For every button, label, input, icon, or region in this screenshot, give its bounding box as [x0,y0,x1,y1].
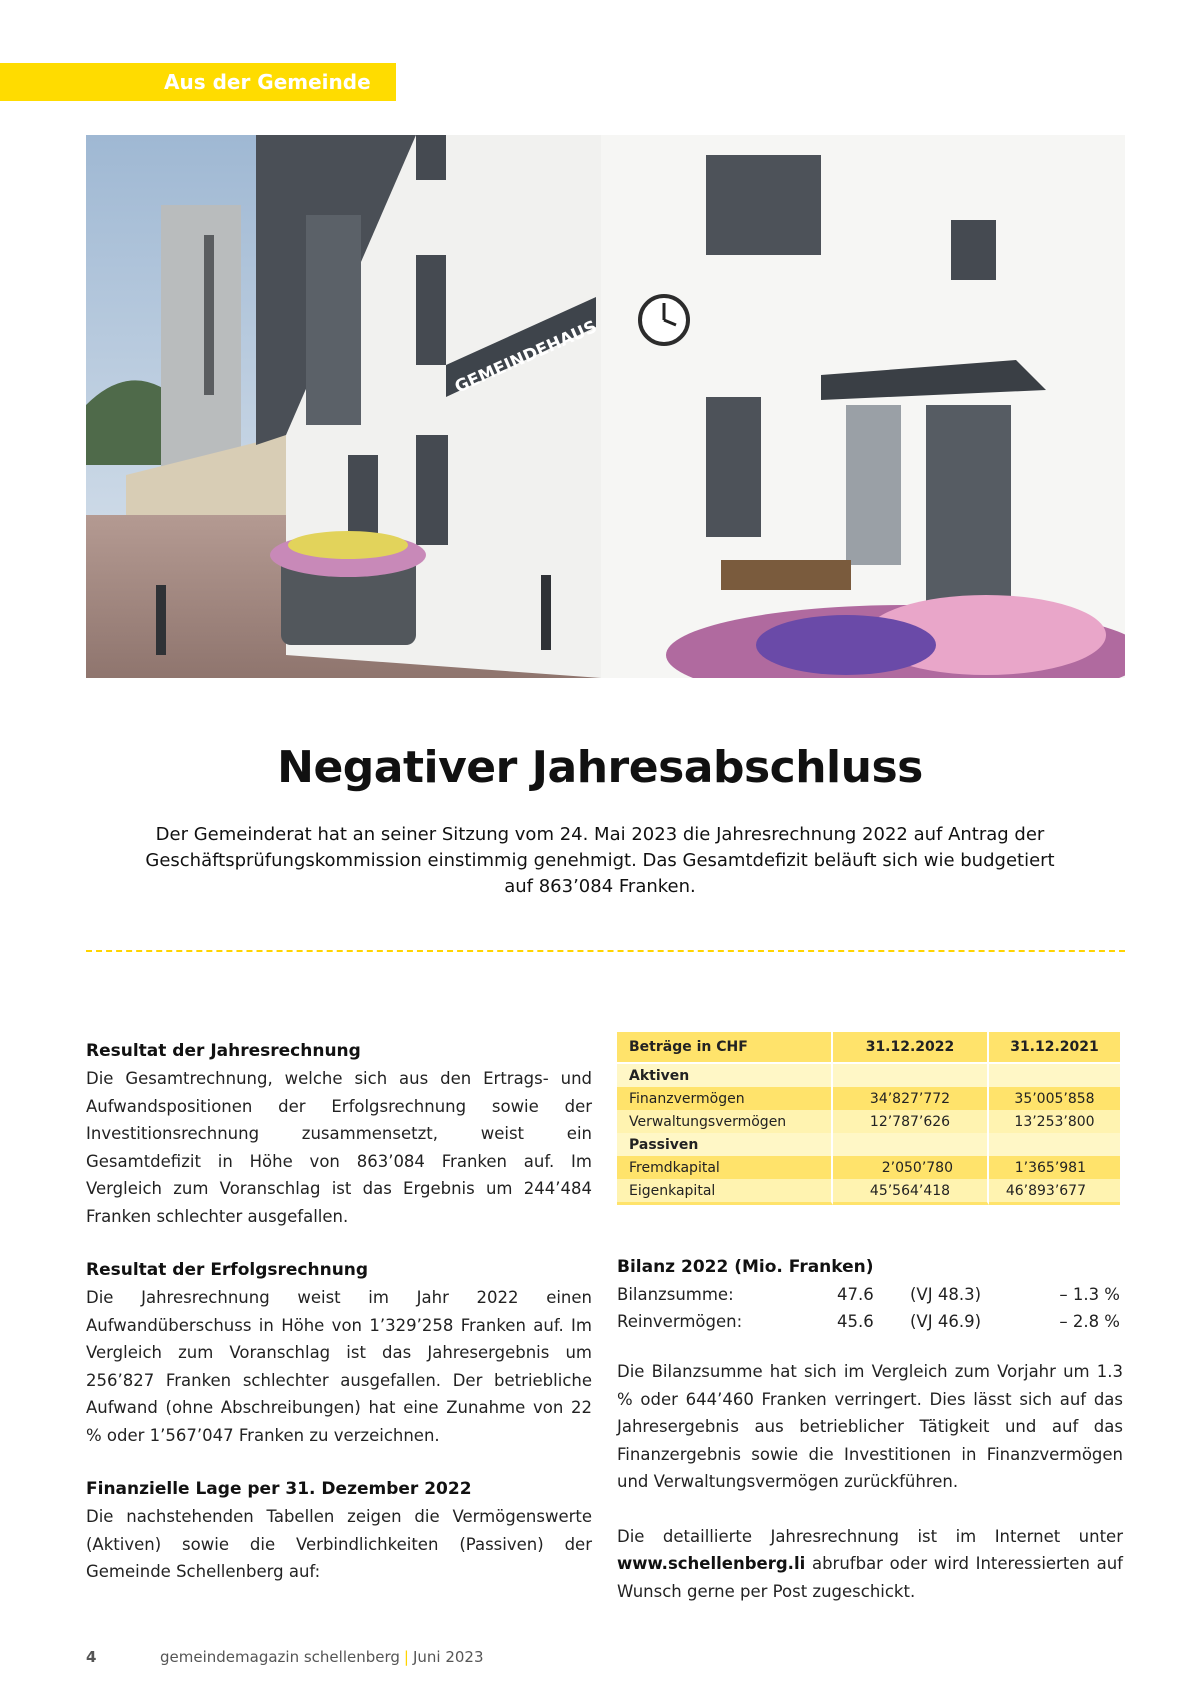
bilanz-row [617,1281,1120,1308]
table-cell: 45’564’418 [833,1179,989,1205]
section-text-jahresrechnung: Die Gesamtrechnung, welche sich aus den Ertrags- und Aufwandspositionen der Erfolgsrechnung sowie der Investitionsrechnung zusammensetzt, weist ein Gesamtdefizit in Höhe von 863’084 Franken auf. Im Vergleich zum Voranschlag ist das Ergebnis um 244’484 Franken schlechter ausgefallen. [86,1069,592,1226]
bilanz-heading: Bilanz 2022 (Mio. Franken) [617,1257,874,1277]
table-header-2021: 31.12.2021 [989,1032,1120,1064]
article-lead: Der Gemeinderat hat an seiner Sitzung vom 24. Mai 2023 die Jahresrechnung 2022 auf Antrag der Geschäftsprüfungskommission einstimmig genehmigt. Das Gesamtdefizit beläuft sich wie budgetiert auf 863’084 Franken. [145,824,1055,897]
section-heading-erfolgsrechnung: Resultat der Erfolgsrechnung [86,1260,369,1280]
footer-separator: | [403,1648,409,1666]
table-cell: 13’253’800 [989,1110,1120,1133]
table-cell: 1’365’981 [989,1156,1120,1179]
right-column-text [617,1358,1123,1632]
bilanz-value: 45.6 [837,1312,874,1331]
table-row [617,1110,1120,1133]
table-cell: Verwaltungsvermögen [617,1110,833,1133]
table-header-label: Beträge in CHF [617,1032,833,1064]
bilanz-previous-year: (VJ 48.3) [910,1285,982,1304]
bilanz-change: – 2.8 % [1059,1312,1120,1331]
magazine-name [160,1648,484,1666]
table-cell: Fremdkapital [617,1156,833,1179]
bilanz-summary [617,1254,1120,1335]
website-text-after: abrufbar oder wird Interessierten auf Wunsch gerne per Post zugeschickt. [617,1554,1123,1601]
table-row [617,1087,1120,1110]
left-column [86,1038,592,1613]
table-group-label: Aktiven [617,1064,833,1087]
bilanz-row [617,1308,1120,1335]
bilanz-explanation: Die Bilanzsumme hat sich im Vergleich zum Vorjahr um 1.3 % oder 644’460 Franken verringert. Dies lässt sich auf das Jahresergebnis aus betrieblicher Tätigkeit und auf das Finanzergebnis sowie die Investitionen in Finanzvermögen und Verwaltungsvermögen zurückführen. [617,1362,1123,1491]
table-row [617,1156,1120,1179]
table-cell: 2’050’780 [833,1156,989,1179]
page-number: 4 [86,1648,97,1666]
table-cell: 46’893’677 [989,1179,1120,1205]
gemeindehaus-sign-text: GEMEINDEHAUS [451,316,601,398]
table-cell: 34’827’772 [833,1087,989,1110]
table-header-row [617,1032,1120,1064]
bilanz-change: – 1.3 % [1059,1285,1120,1304]
magazine-title: gemeindemagazin schellenberg [160,1648,400,1666]
table-group-row [617,1133,1120,1156]
table-cell: 12’787’626 [833,1110,989,1133]
table-cell: Eigenkapital [617,1179,833,1205]
table-group-row [617,1064,1120,1087]
table-header-2022: 31.12.2022 [833,1032,989,1064]
bilanz-value: 47.6 [837,1285,874,1304]
table-group-label: Passiven [617,1133,833,1156]
website-text-before: Die detaillierte Jahresrechnung ist im Internet unter [617,1526,1123,1546]
bilanz-previous-year: (VJ 46.9) [910,1312,982,1331]
website-link[interactable]: www.schellenberg.li [617,1554,806,1573]
table-cell: Finanzvermögen [617,1087,833,1110]
financial-table [617,1032,1120,1205]
section-tag: Aus der Gemeinde [0,63,396,101]
table-cell: 35’005’858 [989,1087,1120,1110]
section-text-finanzielle-lage: Die nachstehenden Tabellen zeigen die Vermögenswerte (Aktiven) sowie die Verbindlichkeiten (Passiven) der Gemeinde Schellenberg auf: [86,1507,592,1581]
magazine-issue: Juni 2023 [412,1648,484,1666]
table-row [617,1179,1120,1205]
gemeindehaus-photo [86,135,1125,678]
section-text-erfolgsrechnung: Die Jahresrechnung weist im Jahr 2022 einen Aufwandüberschuss in Höhe von 1’329’258 Franken auf. Im Vergleich zum Voranschlag ist das Jahresergebnis um 256’827 Franken schlechter ausgefallen. Der betriebliche Aufwand (ohne Abschreibungen) hat eine Zunahme von 22 % oder 1’567’047 Franken zu verzeichnen. [86,1288,592,1445]
article-title: Negativer Jahresabschluss [277,742,923,793]
bilanz-label: Bilanzsumme: [617,1285,734,1304]
bilanz-label: Reinvermögen: [617,1312,743,1331]
dashed-divider [86,950,1125,952]
section-heading-jahresrechnung: Resultat der Jahresrechnung [86,1041,361,1061]
section-heading-finanzielle-lage: Finanzielle Lage per 31. Dezember 2022 [86,1479,472,1499]
website-paragraph [617,1523,1123,1606]
